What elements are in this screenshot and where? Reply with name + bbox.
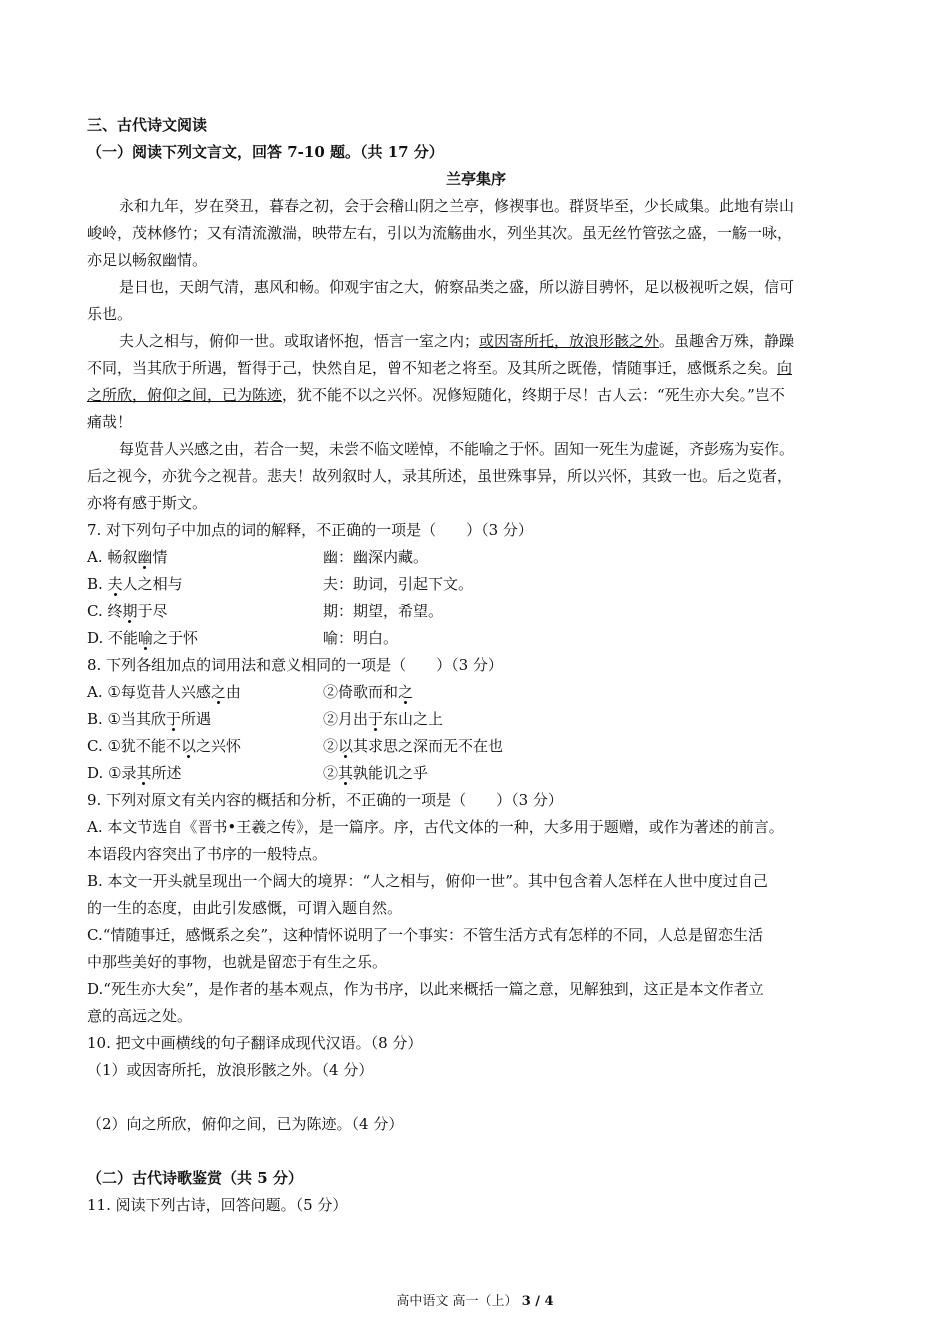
question-9: [87, 787, 865, 1030]
question-10: [87, 1030, 865, 1165]
text-span: 于尽: [137, 602, 168, 620]
sub-question-1: （1）或因寄所托，放浪形骸之外。（4 分）: [87, 1061, 374, 1079]
text-span: A. ①每览昔人兴感: [87, 683, 211, 701]
text-span: 孰能讥之乎: [353, 764, 429, 782]
text-span: 所遇: [181, 710, 212, 728]
dotted-word: 以: [338, 737, 354, 755]
passage-line: 永和九年，岁在癸丑，暮春之初，会于会稽山阴之兰亭，修禊事也。群贤毕至，少长咸集。此地有崇山: [119, 197, 795, 215]
option-d: D.“死生亦大矣”，是作者的基本观点，作为书序，以此来概括一篇之意，见解独到，这正是本文作者立: [87, 980, 764, 998]
option-explanation: 期：期望，希望。: [323, 602, 444, 620]
passage-line: 痛哉！: [87, 413, 133, 431]
option-c: [87, 733, 865, 760]
dotted-word: 其: [136, 764, 152, 782]
answer-space: [87, 1084, 865, 1111]
text-span: 不同，当其欣于所遇，暂得于己，快然自足，曾不知老之将至。及其所之既倦，情随事迁，感慨系之矣。: [87, 359, 778, 377]
article-title: 兰亭集序: [445, 170, 506, 188]
question-8: [87, 652, 865, 787]
dotted-word: 之: [398, 683, 414, 701]
text-span: ，犹不能不以之兴怀。况修短随化，终期于尽！古人云：“死生亦大矣。”岂不: [282, 386, 785, 404]
option-explanation: 喻：明白。: [323, 629, 399, 647]
underlined-sentence-2: 之所欣，俯仰之间，已为陈迹: [87, 386, 283, 404]
option-c-cont: 中那些美好的事物，也就是留恋于有生之乐。: [87, 953, 388, 971]
text-span: 东山之上: [383, 710, 444, 728]
option-b: [87, 571, 865, 598]
passage: [87, 193, 865, 517]
text-span: ②月出: [323, 710, 369, 728]
dotted-word: 之: [210, 683, 226, 701]
dotted-word: 喻: [138, 629, 154, 647]
option-a: A. 本文节选自《晋书•王羲之传》，是一篇序。序，古代文体的一种，大多用于题赠，或作为著述的前言。: [87, 818, 784, 836]
passage-line: 亦足以畅叙幽情。: [87, 251, 208, 269]
question-stem: 7. 对下列句子中加点的词的解释，不正确的一项是（ ）（3 分）: [87, 521, 533, 539]
sub-question-2: （2）向之所欣，俯仰之间，已为陈迹。（4 分）: [87, 1115, 404, 1133]
footer-text: 高中语文 高一（上）: [396, 1294, 518, 1309]
dotted-word: 期: [122, 602, 138, 620]
text-span: B. ①当其欣: [87, 710, 167, 728]
text-span: ②倚歌而和: [323, 683, 399, 701]
question-7: [87, 517, 865, 652]
part2-heading: （二）古代诗歌鉴赏（共 5 分）: [87, 1169, 303, 1187]
text-span: 情: [152, 548, 168, 566]
text-span: D. ①录: [87, 764, 137, 782]
option-a-cont: 本语段内容突出了书序的一般特点。: [87, 845, 328, 863]
dotted-word: 于: [368, 710, 384, 728]
option-c: [87, 598, 865, 625]
passage-line: 乐也。: [87, 305, 133, 323]
part1-heading: （一）阅读下列文言文，回答 7-10 题。（共 17 分）: [87, 143, 444, 161]
text-span: C. 终: [87, 602, 123, 620]
question-stem: 9. 下列对原文有关内容的概括和分析，不正确的一项是（ ）（3 分）: [87, 791, 563, 809]
option-b: [87, 706, 865, 733]
passage-line: [87, 355, 865, 382]
text-span: B.: [87, 575, 108, 593]
page-footer: [0, 1290, 950, 1309]
option-d: [87, 760, 865, 787]
dotted-word: 夫: [107, 575, 123, 593]
text-span: ②: [323, 764, 339, 782]
option-a: [87, 679, 865, 706]
question-stem: 10. 把文中画横线的句子翻译成现代汉语。（8 分）: [87, 1034, 423, 1052]
option-explanation: 夫：助词，引起下文。: [323, 575, 474, 593]
underlined-sentence-2-start: 向: [777, 359, 793, 377]
answer-space: [87, 1138, 865, 1165]
text-span: 。虽趣舍万殊，静躁: [659, 332, 795, 350]
part-2: [87, 1165, 865, 1219]
option-c: C.“情随事迁，感慨系之矣”，这种情怀说明了一个事实：不管生活方式有怎样的不同，人总是留恋生活: [87, 926, 764, 944]
dotted-word: 于: [166, 710, 182, 728]
passage-line: [87, 328, 865, 355]
passage-line: 亦将有感于斯文。: [87, 494, 208, 512]
passage-line: 每览昔人兴感之由，若合一契，未尝不临文嗟悼，不能喻之于怀。固知一死生为虚诞，齐彭殇为妄作。: [119, 440, 795, 458]
option-explanation: 幽：幽深内藏。: [323, 548, 429, 566]
passage-line: 后之视今，亦犹今之视昔。悲夫！故列叙时人，录其所述，虽世殊事异，所以兴怀，其致一也。后之览者，: [87, 467, 793, 485]
text-span: 之于怀: [153, 629, 199, 647]
exam-page: [87, 112, 865, 1219]
dotted-word: 以: [180, 737, 196, 755]
section-heading: 三、古代诗文阅读: [87, 116, 208, 134]
text-span: C. ①犹不能不: [87, 737, 181, 755]
text-span: 人之相与: [122, 575, 183, 593]
text-span: ②: [323, 737, 339, 755]
text-span: 之兴怀: [195, 737, 241, 755]
text-span: 由: [225, 683, 241, 701]
option-a: [87, 544, 865, 571]
page-number: 3 / 4: [521, 1294, 554, 1309]
text-span: A. 畅叙: [87, 548, 138, 566]
passage-line: [87, 382, 865, 409]
question-stem: 8. 下列各组加点的词用法和意义相同的一项是（ ）（3 分）: [87, 656, 503, 674]
question-11-stem: 11. 阅读下列古诗，回答问题。（5 分）: [87, 1196, 348, 1214]
passage-line: 是日也，天朗气清，惠风和畅。仰观宇宙之大，俯察品类之盛，所以游目骋怀，足以极视听之娱，信可: [119, 278, 795, 296]
option-b-cont: 的一生的态度，由此引发感慨，可谓入题自然。: [87, 899, 403, 917]
option-d: [87, 625, 865, 652]
text-span: 夫人之相与，俯仰一世。或取诸怀抱，悟言一室之内；: [119, 332, 480, 350]
option-d-cont: 意的高远之处。: [87, 1007, 193, 1025]
text-span: D. 不能: [87, 629, 139, 647]
text-span: 其求思之深而无不在也: [353, 737, 504, 755]
text-span: 所述: [151, 764, 182, 782]
underlined-sentence-1: 或因寄所托，放浪形骸之外: [479, 332, 660, 350]
dotted-word: 其: [338, 764, 354, 782]
passage-line: 峻岭，茂林修竹；又有清流激湍，映带左右，引以为流觞曲水，列坐其次。虽无丝竹管弦之盛，一觞一咏，: [87, 224, 793, 242]
dotted-word: 幽: [137, 548, 153, 566]
option-b: B. 本文一开头就呈现出一个阔大的境界：“人之相与，俯仰一世”。其中包含着人怎样在人世中度过自己: [87, 872, 768, 890]
